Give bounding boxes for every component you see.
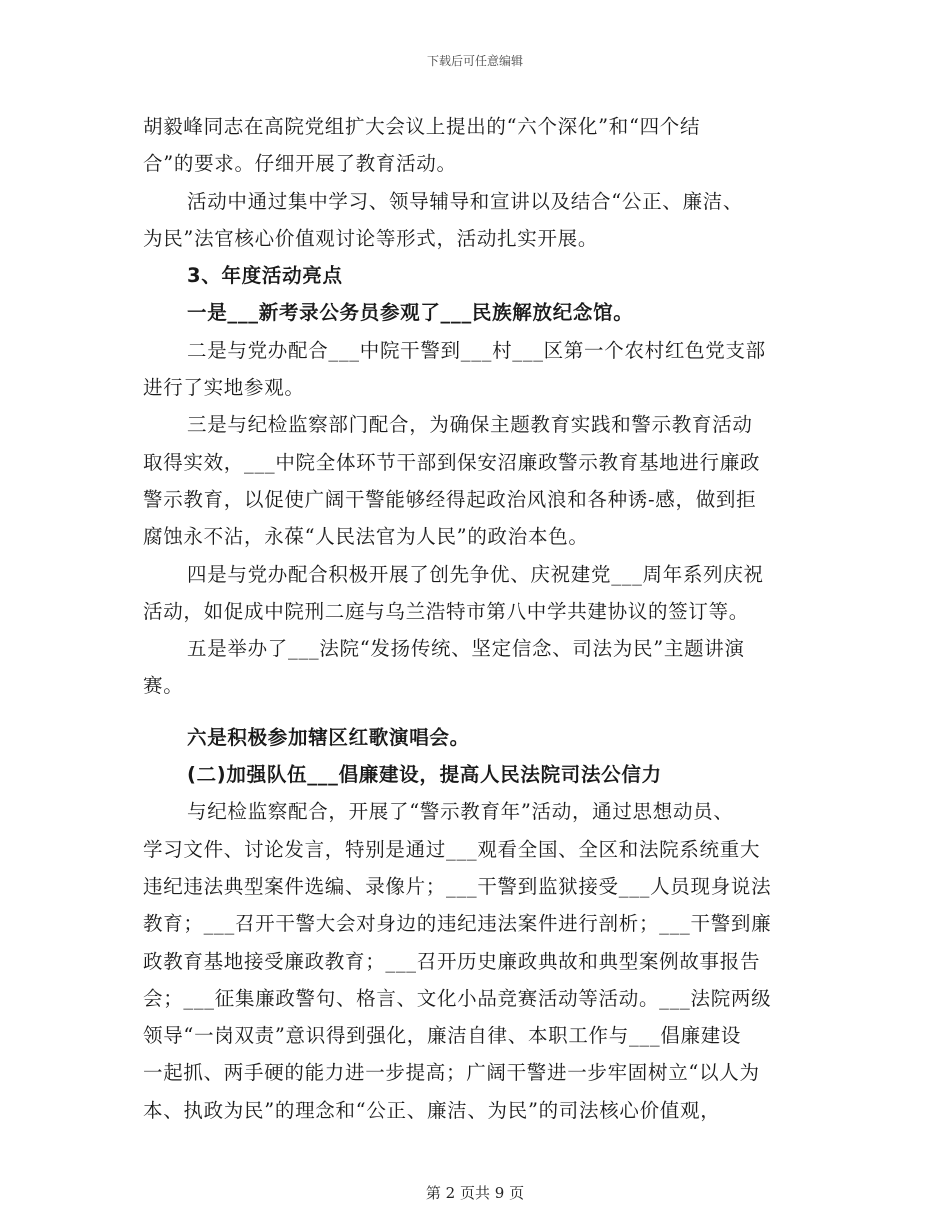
paragraph-line: 一起抓、两手硬的能力进一步提高；广阔干警进一步牢固树立“以人为 (143, 1061, 760, 1085)
highlight-item: 一是___新考录公务员参观了___民族解放纪念馆。 (187, 301, 634, 325)
paragraph-line: 三是与纪检监察部门配合，为确保主题教育实践和警示教育活动 (187, 413, 753, 437)
section-heading: 3、年度活动亮点 (187, 264, 343, 288)
paragraph-line: 四是与党办配合积极开展了创先争优、庆祝建党___周年系列庆祝 (187, 562, 764, 586)
paragraph-line: 腐蚀永不沾，永葆“人民法官为人民”的政治本色。 (143, 525, 589, 549)
paragraph-line: 教育；___召开干警大会对身边的违纪违法案件进行剖析；___干警到廉 (143, 912, 772, 936)
paragraph-line: 二是与党办配合___中院干警到___村___区第一个农村红色党支部 (187, 338, 766, 362)
paragraph-line: 胡毅峰同志在高院党组扩大会议上提出的“六个深化”和“四个结 (143, 115, 701, 138)
paragraph-line: 与纪检监察配合，开展了“警示教育年”活动，通过思想动员、 (187, 800, 734, 824)
page-footer: 第 2 页共 9 页 (425, 1184, 525, 1202)
paragraph-line: 进行了实地参观。 (143, 376, 305, 400)
paragraph-line: 本、执政为民”的理念和“公正、廉洁、为民”的司法核心价值观， (143, 1098, 721, 1122)
paragraph-line: 五是举办了___法院“发扬传统、坚定信念、司法为民”主题讲演 (187, 637, 745, 661)
document-body (143, 108, 813, 1129)
paragraph-line: 会；___征集廉政警句、格言、文化小品竞赛活动等活动。___法院两级 (143, 986, 772, 1010)
paragraph-line: 取得实效，___中院全体环节干部到保安沼廉政警示教育基地进行廉政 (143, 450, 761, 474)
page-header: 下载后可任意编辑 (426, 54, 523, 68)
paragraph-line: 领导“一岗双责”意识得到强化，廉洁自律、本职工作与___倡廉建设 (143, 1024, 742, 1048)
paragraph-line: 政教育基地接受廉政教育；___召开历史廉政典故和典型案例故事报告 (143, 949, 761, 973)
paragraph-line: 赛。 (143, 674, 184, 698)
paragraph-gap (143, 705, 813, 719)
section-heading: (二)加强队伍___倡廉建设，提高人民法院司法公信力 (187, 763, 662, 787)
paragraph-line: 合”的要求。仔细开展了教育活动。 (143, 152, 457, 176)
highlight-item: 六是积极参加辖区红歌演唱会。 (187, 725, 470, 749)
paragraph-line: 为民”法官核心价值观讨论等形式，活动扎实开展。 (143, 226, 599, 250)
paragraph-line: 违纪违法典型案件选编、录像片；___干警到监狱接受___人员现身说法 (143, 874, 772, 898)
paragraph-line: 学习文件、讨论发言，特别是通过___观看全国、全区和法院系统重大 (143, 837, 761, 861)
paragraph-line: 警示教育，以促使广阔干警能够经得起政治风浪和各种诱-感，做到拒 (143, 487, 757, 511)
paragraph-line: 活动，如促成中院刑二庭与乌兰浩特市第八中学共建协议的签订等。 (143, 599, 750, 623)
paragraph-line: 活动中通过集中学习、领导辅导和宣讲以及结合“公正、廉洁、 (187, 189, 744, 213)
